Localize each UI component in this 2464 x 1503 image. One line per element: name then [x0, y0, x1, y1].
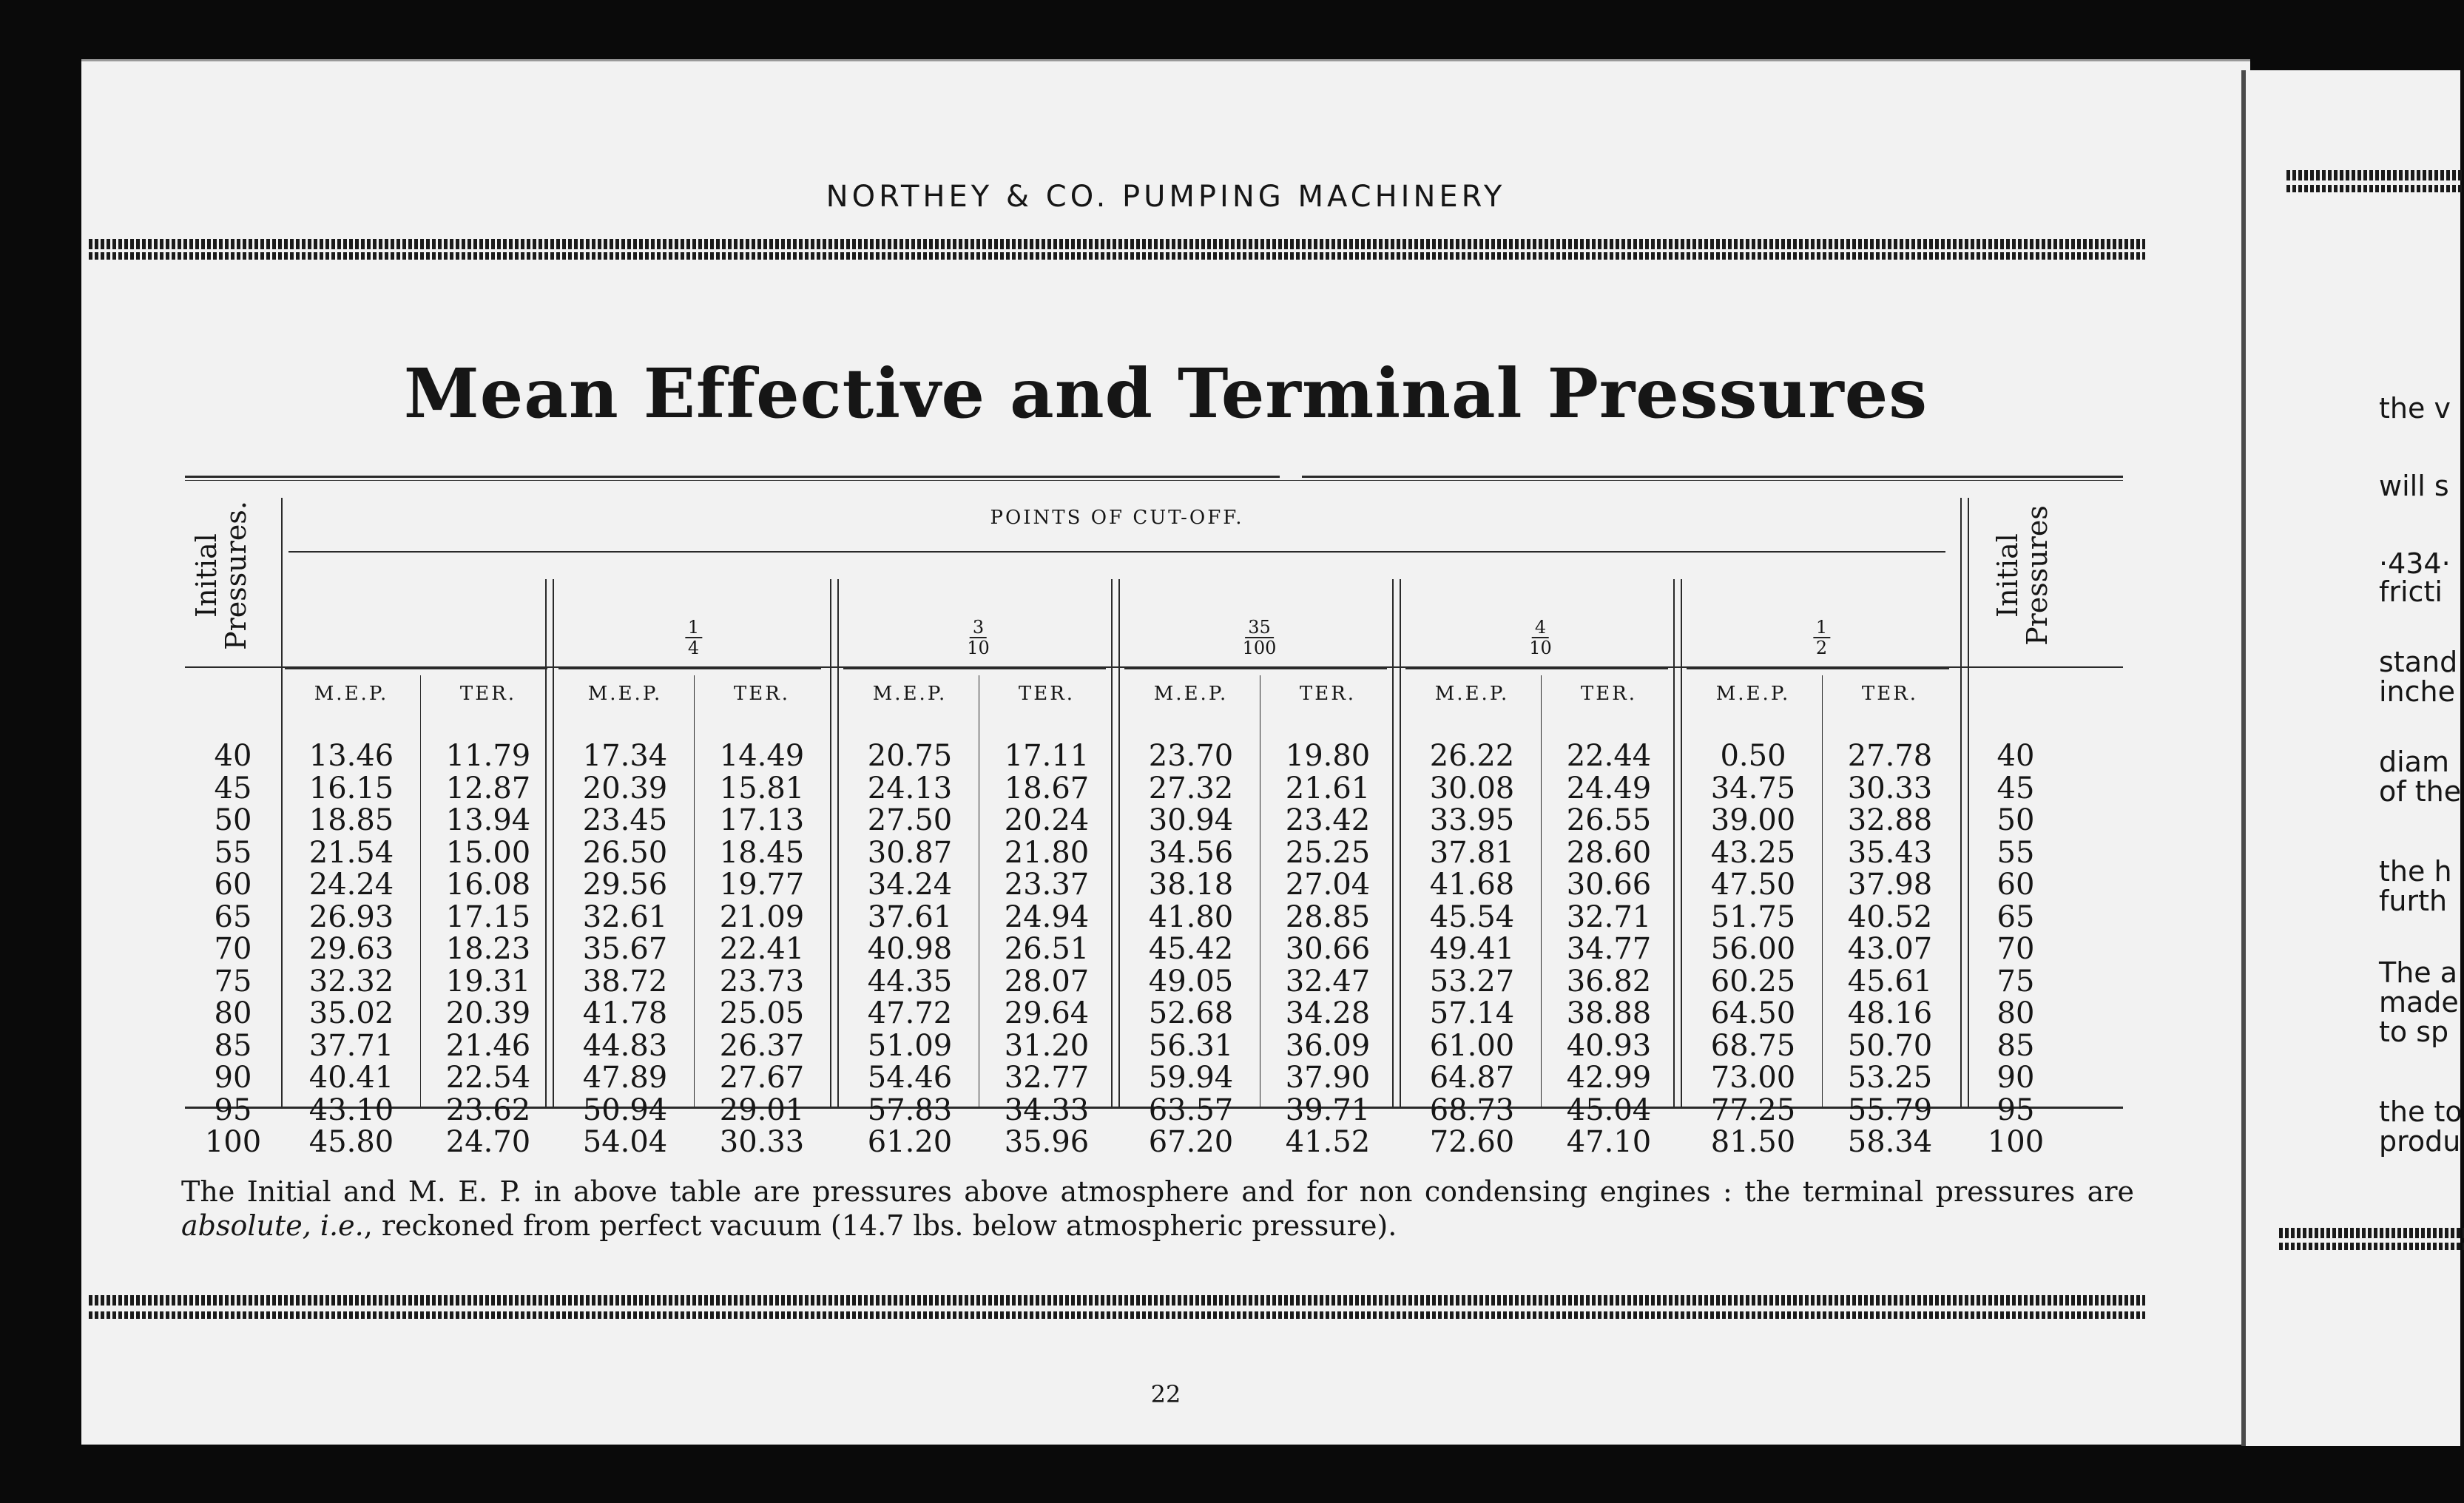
cell-mep: 45.42	[1148, 932, 1234, 966]
footnote-text-2: , reckoned from perfect vacuum (14.7 lbs. below atmospheric pressure).	[363, 1209, 1397, 1242]
row-initial-pressure-right: 90	[1996, 1061, 2035, 1095]
cell-ter: 41.52	[1285, 1125, 1371, 1159]
subhead-mep: M.E.P.	[587, 683, 663, 705]
cell-ter: 27.78	[1847, 739, 1933, 773]
cell-mep: 45.54	[1429, 899, 1515, 934]
table-footnote	[181, 1175, 2134, 1243]
cell-mep: 24.13	[867, 771, 953, 805]
cell-ter: 13.94	[445, 803, 531, 837]
subhead-ter: TER.	[733, 683, 791, 705]
cutoff-fraction	[1529, 618, 1552, 658]
cell-mep: 56.00	[1710, 932, 1796, 966]
cell-ter: 43.07	[1847, 932, 1933, 966]
mep-ter-divider	[1822, 675, 1823, 1107]
cell-mep: 30.87	[867, 835, 953, 870]
cell-mep: 33.95	[1429, 803, 1515, 837]
subhead-mep: M.E.P.	[1715, 683, 1791, 705]
subhead-mep: M.E.P.	[314, 683, 389, 705]
cell-ter: 14.49	[719, 739, 805, 773]
cell-ter: 35.43	[1847, 835, 1933, 870]
adjacent-page-line: ·434·	[2379, 547, 2451, 580]
cutoff-denominator: 10	[967, 638, 990, 658]
cell-mep: 59.94	[1148, 1061, 1234, 1095]
cell-ter: 23.37	[1004, 868, 1090, 902]
cell-mep: 49.05	[1148, 964, 1234, 999]
cell-mep: 37.81	[1429, 835, 1515, 870]
cell-ter: 30.66	[1285, 932, 1371, 966]
cell-ter: 23.42	[1285, 803, 1371, 837]
table-top-rule-2	[185, 480, 2123, 481]
cell-ter: 32.47	[1285, 964, 1371, 999]
row-initial-pressure-right: 60	[1996, 868, 2035, 902]
cell-ter: 53.25	[1847, 1061, 1933, 1095]
cell-ter: 30.66	[1566, 868, 1652, 902]
right-header-line-2: Pressures	[2021, 505, 2053, 646]
adjacent-page-line: inche	[2379, 675, 2455, 708]
cell-mep: 23.45	[582, 803, 668, 837]
group-divider	[545, 579, 554, 1107]
row-initial-pressure-left: 45	[214, 771, 252, 805]
cell-mep: 60.25	[1710, 964, 1796, 999]
cell-ter: 16.08	[445, 868, 531, 902]
cell-mep: 72.60	[1429, 1125, 1515, 1159]
cell-mep: 37.61	[867, 899, 953, 934]
left-header-line-1: Initial	[190, 533, 223, 618]
adjacent-page-line: fricti	[2379, 575, 2443, 608]
cell-mep: 44.35	[867, 964, 953, 999]
bottom-ornamental-rule-2	[89, 1311, 2145, 1319]
row-initial-pressure-left: 40	[214, 739, 252, 773]
cell-mep: 67.20	[1148, 1125, 1234, 1159]
adjacent-page-line: made	[2379, 986, 2459, 1019]
row-initial-pressure-left: 95	[214, 1092, 252, 1127]
cell-ter: 24.94	[1004, 899, 1090, 934]
cell-ter: 21.61	[1285, 771, 1371, 805]
cell-mep: 41.80	[1148, 899, 1234, 934]
mep-ter-divider	[694, 675, 695, 1107]
adjacent-page-line: diam	[2379, 746, 2449, 778]
cell-ter: 26.55	[1566, 803, 1652, 837]
running-header: NORTHEY & CO. PUMPING MACHINERY	[826, 180, 1506, 214]
cell-mep: 40.98	[867, 932, 953, 966]
cell-mep: 0.50	[1720, 739, 1786, 773]
group-divider	[1673, 579, 1682, 1107]
cell-mep: 52.68	[1148, 996, 1234, 1030]
cell-ter: 19.80	[1285, 739, 1371, 773]
cell-mep: 53.27	[1429, 964, 1515, 999]
cell-mep: 47.72	[867, 996, 953, 1030]
group-divider	[1392, 579, 1401, 1107]
cell-mep: 68.73	[1429, 1092, 1515, 1127]
cell-ter: 38.88	[1566, 996, 1652, 1030]
cell-ter: 28.85	[1285, 899, 1371, 934]
cell-mep: 73.00	[1710, 1061, 1796, 1095]
footnote-italic: absolute, i.e.	[181, 1209, 364, 1242]
adjacent-page-line: the h	[2379, 855, 2452, 888]
cell-ter: 17.15	[445, 899, 531, 934]
adjacent-page-line: to sp	[2379, 1016, 2449, 1048]
cutoff-underline	[1405, 668, 1668, 669]
cell-ter: 30.33	[1847, 771, 1933, 805]
adjacent-page-bottom-rule	[2279, 1228, 2464, 1238]
cell-ter: 20.24	[1004, 803, 1090, 837]
row-initial-pressure-right: 80	[1996, 996, 2035, 1030]
cell-ter: 28.60	[1566, 835, 1652, 870]
row-initial-pressure-left: 90	[214, 1061, 252, 1095]
cell-ter: 40.93	[1566, 1028, 1652, 1063]
cell-ter: 32.71	[1566, 899, 1652, 934]
cell-ter: 37.90	[1285, 1061, 1371, 1095]
cell-ter: 26.37	[719, 1028, 805, 1063]
subhead-mep: M.E.P.	[1153, 683, 1229, 705]
cell-ter: 50.70	[1847, 1028, 1933, 1063]
cutoff-underline	[558, 668, 821, 669]
adjacent-page-line: The a	[2379, 956, 2458, 989]
cell-mep: 47.50	[1710, 868, 1796, 902]
cell-ter: 34.28	[1285, 996, 1371, 1030]
cell-ter: 18.45	[719, 835, 805, 870]
cell-mep: 20.39	[582, 771, 668, 805]
right-header-initial-pressures	[1991, 505, 2053, 646]
group-divider	[1111, 579, 1120, 1107]
cell-mep: 56.31	[1148, 1028, 1234, 1063]
row-initial-pressure-right: 95	[1996, 1092, 2035, 1127]
cell-mep: 30.94	[1148, 803, 1234, 837]
cell-ter: 21.09	[719, 899, 805, 934]
subhead-ter: TER.	[1018, 683, 1076, 705]
cell-mep: 23.70	[1148, 739, 1234, 773]
cell-ter: 29.64	[1004, 996, 1090, 1030]
cell-ter: 35.96	[1004, 1125, 1090, 1159]
adjacent-page-line: will s	[2379, 470, 2449, 502]
cell-mep: 68.75	[1710, 1028, 1796, 1063]
cell-ter: 22.41	[719, 932, 805, 966]
cell-mep: 32.32	[308, 964, 394, 999]
group-divider	[830, 579, 839, 1107]
cell-ter: 39.71	[1285, 1092, 1371, 1127]
cell-ter: 23.62	[445, 1092, 531, 1127]
subhead-ter: TER.	[459, 683, 517, 705]
cell-ter: 18.23	[445, 932, 531, 966]
cell-mep: 16.15	[308, 771, 394, 805]
cell-ter: 58.34	[1847, 1125, 1933, 1159]
adjacent-page-line: the to	[2379, 1095, 2463, 1128]
adjacent-page-rule-2	[2286, 185, 2464, 192]
cutoff-denominator: 2	[1815, 638, 1828, 658]
cell-mep: 57.14	[1429, 996, 1515, 1030]
cell-mep: 24.24	[308, 868, 394, 902]
row-initial-pressure-right: 50	[1996, 803, 2035, 837]
row-initial-pressure-right: 45	[1996, 771, 2035, 805]
cell-mep: 51.75	[1710, 899, 1796, 934]
page-number: 22	[1150, 1380, 1181, 1408]
cell-ter: 18.67	[1004, 771, 1090, 805]
adjacent-page-line: stand	[2379, 646, 2458, 678]
cutoff-fraction	[685, 618, 702, 658]
row-initial-pressure-right: 55	[1996, 835, 2035, 870]
cell-mep: 30.08	[1429, 771, 1515, 805]
cell-mep: 34.56	[1148, 835, 1234, 870]
row-initial-pressure-right: 85	[1996, 1028, 2035, 1063]
cell-mep: 44.83	[582, 1028, 668, 1063]
cutoff-fraction	[967, 618, 990, 658]
right-header-line-1: Initial	[1991, 533, 2025, 618]
cell-ter: 12.87	[445, 771, 531, 805]
row-initial-pressure-right: 70	[1996, 932, 2035, 966]
row-initial-pressure-left: 50	[214, 803, 252, 837]
cell-mep: 37.71	[308, 1028, 394, 1063]
cell-mep: 45.80	[308, 1125, 394, 1159]
cell-mep: 49.41	[1429, 932, 1515, 966]
footnote-text-1: The Initial and M. E. P. in above table are pressures above atmosphere and for non condensing engines : the terminal pressures are	[181, 1175, 2134, 1208]
cell-mep: 64.50	[1710, 996, 1796, 1030]
cell-mep: 54.04	[582, 1125, 668, 1159]
cell-mep: 54.46	[867, 1061, 953, 1095]
cutoff-underline	[1124, 668, 1387, 669]
cell-ter: 24.49	[1566, 771, 1652, 805]
row-initial-pressure-left: 80	[214, 996, 252, 1030]
cell-mep: 64.87	[1429, 1061, 1515, 1095]
cell-mep: 40.41	[308, 1061, 394, 1095]
mep-ter-divider	[420, 675, 421, 1107]
cell-mep: 63.57	[1148, 1092, 1234, 1127]
cell-ter: 32.88	[1847, 803, 1933, 837]
cell-mep: 43.25	[1710, 835, 1796, 870]
cell-mep: 81.50	[1710, 1125, 1796, 1159]
adjacent-page-line: the v	[2379, 392, 2451, 425]
cell-ter: 27.04	[1285, 868, 1371, 902]
cell-ter: 34.77	[1566, 932, 1652, 966]
cell-ter: 25.25	[1285, 835, 1371, 870]
cell-mep: 32.61	[582, 899, 668, 934]
cutoff-underline	[285, 668, 547, 669]
cell-mep: 50.94	[582, 1092, 668, 1127]
cell-ter: 55.79	[1847, 1092, 1933, 1127]
cell-ter: 36.09	[1285, 1028, 1371, 1063]
mep-ter-divider	[1541, 675, 1542, 1107]
cell-mep: 39.00	[1710, 803, 1796, 837]
cell-mep: 13.46	[308, 739, 394, 773]
cell-mep: 47.89	[582, 1061, 668, 1095]
subhead-ter: TER.	[1299, 683, 1357, 705]
table-top-rule-right	[1302, 476, 2123, 478]
adjacent-page-line: produ	[2379, 1125, 2461, 1158]
row-initial-pressure-left: 85	[214, 1028, 252, 1063]
row-initial-pressure-right: 75	[1996, 964, 2035, 999]
cell-mep: 18.85	[308, 803, 394, 837]
cell-mep: 61.00	[1429, 1028, 1515, 1063]
cell-ter: 45.61	[1847, 964, 1933, 999]
adjacent-page-rule	[2286, 170, 2464, 180]
cell-ter: 37.98	[1847, 868, 1933, 902]
cell-ter: 40.52	[1847, 899, 1933, 934]
cell-mep: 51.09	[867, 1028, 953, 1063]
cell-ter: 21.46	[445, 1028, 531, 1063]
right-pressure-divider	[1960, 498, 1969, 1107]
cell-mep: 61.20	[867, 1125, 953, 1159]
cell-mep: 43.10	[308, 1092, 394, 1127]
cutoff-fraction	[1813, 618, 1830, 658]
page-title: Mean Effective and Terminal Pressures	[403, 354, 1928, 433]
cell-mep: 41.68	[1429, 868, 1515, 902]
row-initial-pressure-left: 100	[204, 1125, 262, 1159]
cell-mep: 57.83	[867, 1092, 953, 1127]
cell-mep: 26.22	[1429, 739, 1515, 773]
row-initial-pressure-left: 65	[214, 899, 252, 934]
cutoff-denominator: 10	[1529, 638, 1552, 658]
cell-ter: 21.80	[1004, 835, 1090, 870]
left-header-line-2: Pressures.	[220, 501, 252, 650]
cell-ter: 17.13	[719, 803, 805, 837]
bottom-ornamental-rule	[89, 1295, 2145, 1306]
cell-mep: 34.24	[867, 868, 953, 902]
cell-mep: 41.78	[582, 996, 668, 1030]
cell-ter: 11.79	[445, 739, 531, 773]
row-initial-pressure-left: 75	[214, 964, 252, 999]
cell-ter: 19.31	[445, 964, 531, 999]
cutoff-underline	[843, 668, 1106, 669]
cell-ter: 23.73	[719, 964, 805, 999]
subhead-ter: TER.	[1861, 683, 1919, 705]
cutoff-fraction	[1243, 618, 1277, 658]
row-initial-pressure-left: 55	[214, 835, 252, 870]
cell-mep: 29.63	[308, 932, 394, 966]
cell-mep: 38.18	[1148, 868, 1234, 902]
cell-mep: 20.75	[867, 739, 953, 773]
cell-ter: 22.54	[445, 1061, 531, 1095]
adjacent-page-line: furth	[2379, 885, 2448, 917]
cell-ter: 19.77	[719, 868, 805, 902]
cell-mep: 34.75	[1710, 771, 1796, 805]
cell-ter: 32.77	[1004, 1061, 1090, 1095]
cell-mep: 17.34	[582, 739, 668, 773]
cell-mep: 26.93	[308, 899, 394, 934]
cell-ter: 15.00	[445, 835, 531, 870]
cell-ter: 26.51	[1004, 932, 1090, 966]
cell-mep: 29.56	[582, 868, 668, 902]
cell-ter: 42.99	[1566, 1061, 1652, 1095]
adjacent-page-line: of the	[2379, 775, 2462, 808]
cell-ter: 48.16	[1847, 996, 1933, 1030]
row-initial-pressure-right: 40	[1996, 739, 2035, 773]
left-pressure-divider	[281, 498, 283, 1107]
left-header-initial-pressures	[192, 501, 252, 650]
cell-ter: 36.82	[1566, 964, 1652, 999]
cell-ter: 22.44	[1566, 739, 1652, 773]
cutoff-underline	[1687, 668, 1949, 669]
top-ornamental-rule	[89, 239, 2145, 249]
subhead-ter: TER.	[1580, 683, 1638, 705]
cell-mep: 38.72	[582, 964, 668, 999]
table-top-rule-left	[185, 476, 1280, 478]
cutoff-numerator: 4	[1532, 618, 1549, 638]
cell-ter: 28.07	[1004, 964, 1090, 999]
cell-ter: 15.81	[719, 771, 805, 805]
group-header: POINTS OF CUT-OFF.	[990, 507, 1244, 529]
cell-ter: 31.20	[1004, 1028, 1090, 1063]
row-initial-pressure-left: 60	[214, 868, 252, 902]
top-ornamental-rule-2	[89, 252, 2145, 260]
cell-mep: 27.32	[1148, 771, 1234, 805]
cutoff-numerator: 1	[685, 618, 702, 638]
subhead-mep: M.E.P.	[872, 683, 948, 705]
cutoff-numerator: 35	[1245, 618, 1274, 638]
group-header-rule	[288, 551, 1945, 553]
adjacent-page-bottom-rule-2	[2279, 1243, 2464, 1250]
row-initial-pressure-left: 70	[214, 932, 252, 966]
cutoff-numerator: 3	[970, 618, 987, 638]
book-page	[81, 59, 2250, 1445]
cell-ter: 45.04	[1566, 1092, 1652, 1127]
cell-ter: 29.01	[719, 1092, 805, 1127]
row-initial-pressure-right: 100	[1987, 1125, 2045, 1159]
cell-ter: 30.33	[719, 1125, 805, 1159]
cutoff-numerator: 1	[1813, 618, 1830, 638]
cell-mep: 27.50	[867, 803, 953, 837]
cell-ter: 25.05	[719, 996, 805, 1030]
subhead-mep: M.E.P.	[1434, 683, 1510, 705]
cell-mep: 77.25	[1710, 1092, 1796, 1127]
adjacent-page	[2241, 70, 2463, 1446]
cell-ter: 47.10	[1566, 1125, 1652, 1159]
cutoff-denominator: 100	[1242, 638, 1277, 658]
cell-mep: 35.02	[308, 996, 394, 1030]
cell-ter: 17.11	[1004, 739, 1090, 773]
row-initial-pressure-right: 65	[1996, 899, 2035, 934]
cutoff-denominator: 4	[687, 638, 700, 658]
cell-mep: 21.54	[308, 835, 394, 870]
cell-mep: 35.67	[582, 932, 668, 966]
cell-mep: 26.50	[582, 835, 668, 870]
cell-ter: 24.70	[445, 1125, 531, 1159]
cell-ter: 20.39	[445, 996, 531, 1030]
cell-ter: 34.33	[1004, 1092, 1090, 1127]
cell-ter: 27.67	[719, 1061, 805, 1095]
